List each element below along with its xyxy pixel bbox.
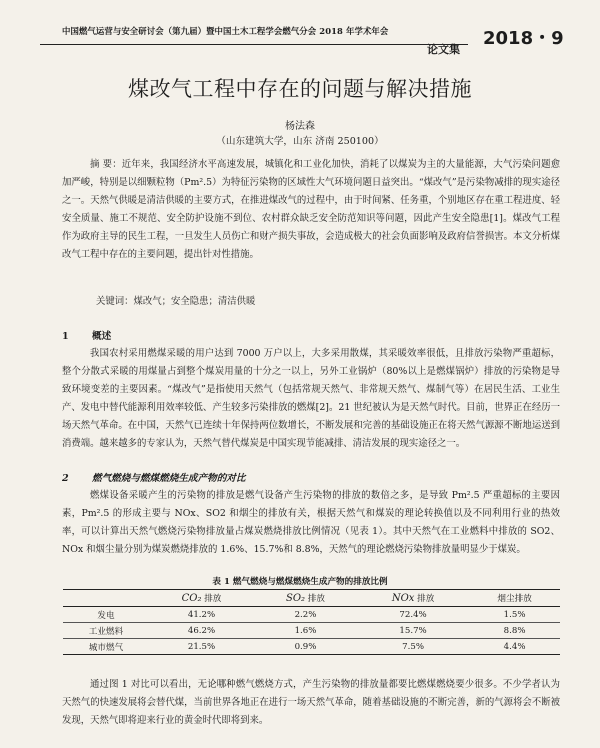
table-cell: 0.9% (254, 639, 357, 655)
section-heading (62, 470, 246, 484)
section-heading (62, 328, 111, 342)
table-cell: 1.5% (469, 607, 560, 623)
table-cell: 4.4% (469, 639, 560, 655)
table-cell: 7.5% (357, 639, 469, 655)
row-label: 城市燃气 (63, 639, 149, 655)
table-row (63, 639, 560, 655)
table-cell: 72.4% (357, 607, 469, 623)
column-header: SO₂ 排放 (254, 590, 357, 607)
author-name: 杨法森 (285, 121, 315, 132)
section-body: 燃煤设备采暖产生的污染物的排放是燃气设备产生污染物的排放的数倍之多，是导致 Pm².5 严重超标的主要因素，Pm².5 的形成主要与 NOx、SO2 和烟尘的排放有关，根据天然气和煤炭的理论转换值以及不同利用行业的热效率，可以计算出天然气燃烧污染物排放量占煤炭燃烧排放比例情况（见表 1）。其中天然气在工业燃料中排放的 SO2、NOx 和烟尘量分别为煤炭燃烧排放的 1.6%、15.7%和 8.8%，天然气的理论燃烧污染物排放量明显少于煤炭。 (62, 490, 560, 555)
section-number: 2 (62, 473, 69, 484)
abstract: 摘 要：近年来，我国经济水平高速发展，城镇化和工业化加快，消耗了以煤炭为主的大量能源，大气污染问题愈加严峻，特别是以细颗粒物（Pm².5）为特征污染物的区域性大气环境问题日益突出。“煤改气”是污染物减排的现实途径之一。天然气供暖是清洁供暖的主要方式，在推进煤改气的过程中，由于时间紧、任务重，个别地区存在重工程进度、轻安全质量、施工不规范、安全防护设施不到位、农村群众缺乏安全防范知识等问题，因此产生安全隐患[1]。煤改气工程作为政府主导的民生工程，一旦发生人员伤亡和财产损失事故，会造成极大的社会负面影响及政府信誉损害。本文分析煤改气工程中存在的主要问题，提出针对性措施。 (62, 159, 560, 260)
column-header: CO₂ 排放 (149, 590, 254, 607)
table-header-row (63, 590, 560, 607)
section-body: 我国农村采用燃煤采暖的用户达到 7000 万户以上，大多采用散煤，其采暖效率很低，且排放污染物严重超标，整个分散式采暖的用煤量占到整个煤炭用量的十分之一以上，另外工业锅炉（80%以上是燃煤锅炉）排放的污染物是导致环境变差的主要因素。“煤改气”是指使用天然气（包括常规天然气、非常规天然气、煤制气等）在居民生活、工业生产、发电中替代能源利用效率较低、产生较多污染排放的燃煤[2]。21 世纪被认为是天然气时代。目前，世界正在经历一场天然气革命。在中国，天然气已连续十年保持两位数增长，不断发展和完善的基础设施正在将天然气源源不断地运送到消费端。越来越多的专家认为，天然气替代煤炭是中国实现节能减排、清洁发展的现实途径之一。 (62, 348, 560, 449)
section-title: 燃气燃烧与燃煤燃烧生成产物的对比 (92, 473, 246, 484)
table-cell: 1.6% (254, 623, 357, 639)
table-row (63, 607, 560, 623)
closing-paragraph: 通过图 1 对比可以看出，无论哪种燃气燃烧方式，产生污染物的排放量都要比燃煤燃烧要少很多。不少学者认为天然气的快速发展将会替代煤，当前世界各地正在进行一场天然气革命，随着基础设施的不断完善，新的气源将会不断被发现，天然气即将迎来行业的黄金时代即将到来。 (62, 679, 560, 726)
row-label: 发电 (63, 607, 149, 623)
table-cell: 8.8% (469, 623, 560, 639)
section-title: 概述 (92, 331, 112, 342)
collection-label: 论文集 (427, 43, 460, 56)
table-cell: 46.2% (149, 623, 254, 639)
row-label: 工业燃料 (63, 623, 149, 639)
author-affiliation: （山东建筑大学，山东 济南 250100） (216, 136, 384, 147)
keywords: 关键词：煤改气；安全隐患；清洁供暖 (96, 296, 256, 307)
table-caption: 表 1 燃气燃烧与燃煤燃烧生成产物的排放比例 (212, 577, 388, 587)
section-number: 1 (62, 331, 69, 342)
table-cell: 2.2% (254, 607, 357, 623)
table-cell: 41.2% (149, 607, 254, 623)
table-row (63, 623, 560, 639)
article-title: 煤改气工程中存在的问题与解决措施 (128, 77, 472, 101)
column-header: NOx 排放 (357, 590, 469, 607)
table-cell: 15.7% (357, 623, 469, 639)
running-header: 中国燃气运营与安全研讨会（第九届）暨中国土木工程学会燃气分会 2018 年学术年会 (62, 26, 389, 36)
column-header: 烟尘排放 (469, 590, 560, 607)
emission-table (63, 589, 560, 655)
table-cell: 21.5% (149, 639, 254, 655)
issue-number: 2018・9 (483, 28, 564, 49)
column-header (63, 590, 149, 607)
header-rule (40, 44, 468, 45)
